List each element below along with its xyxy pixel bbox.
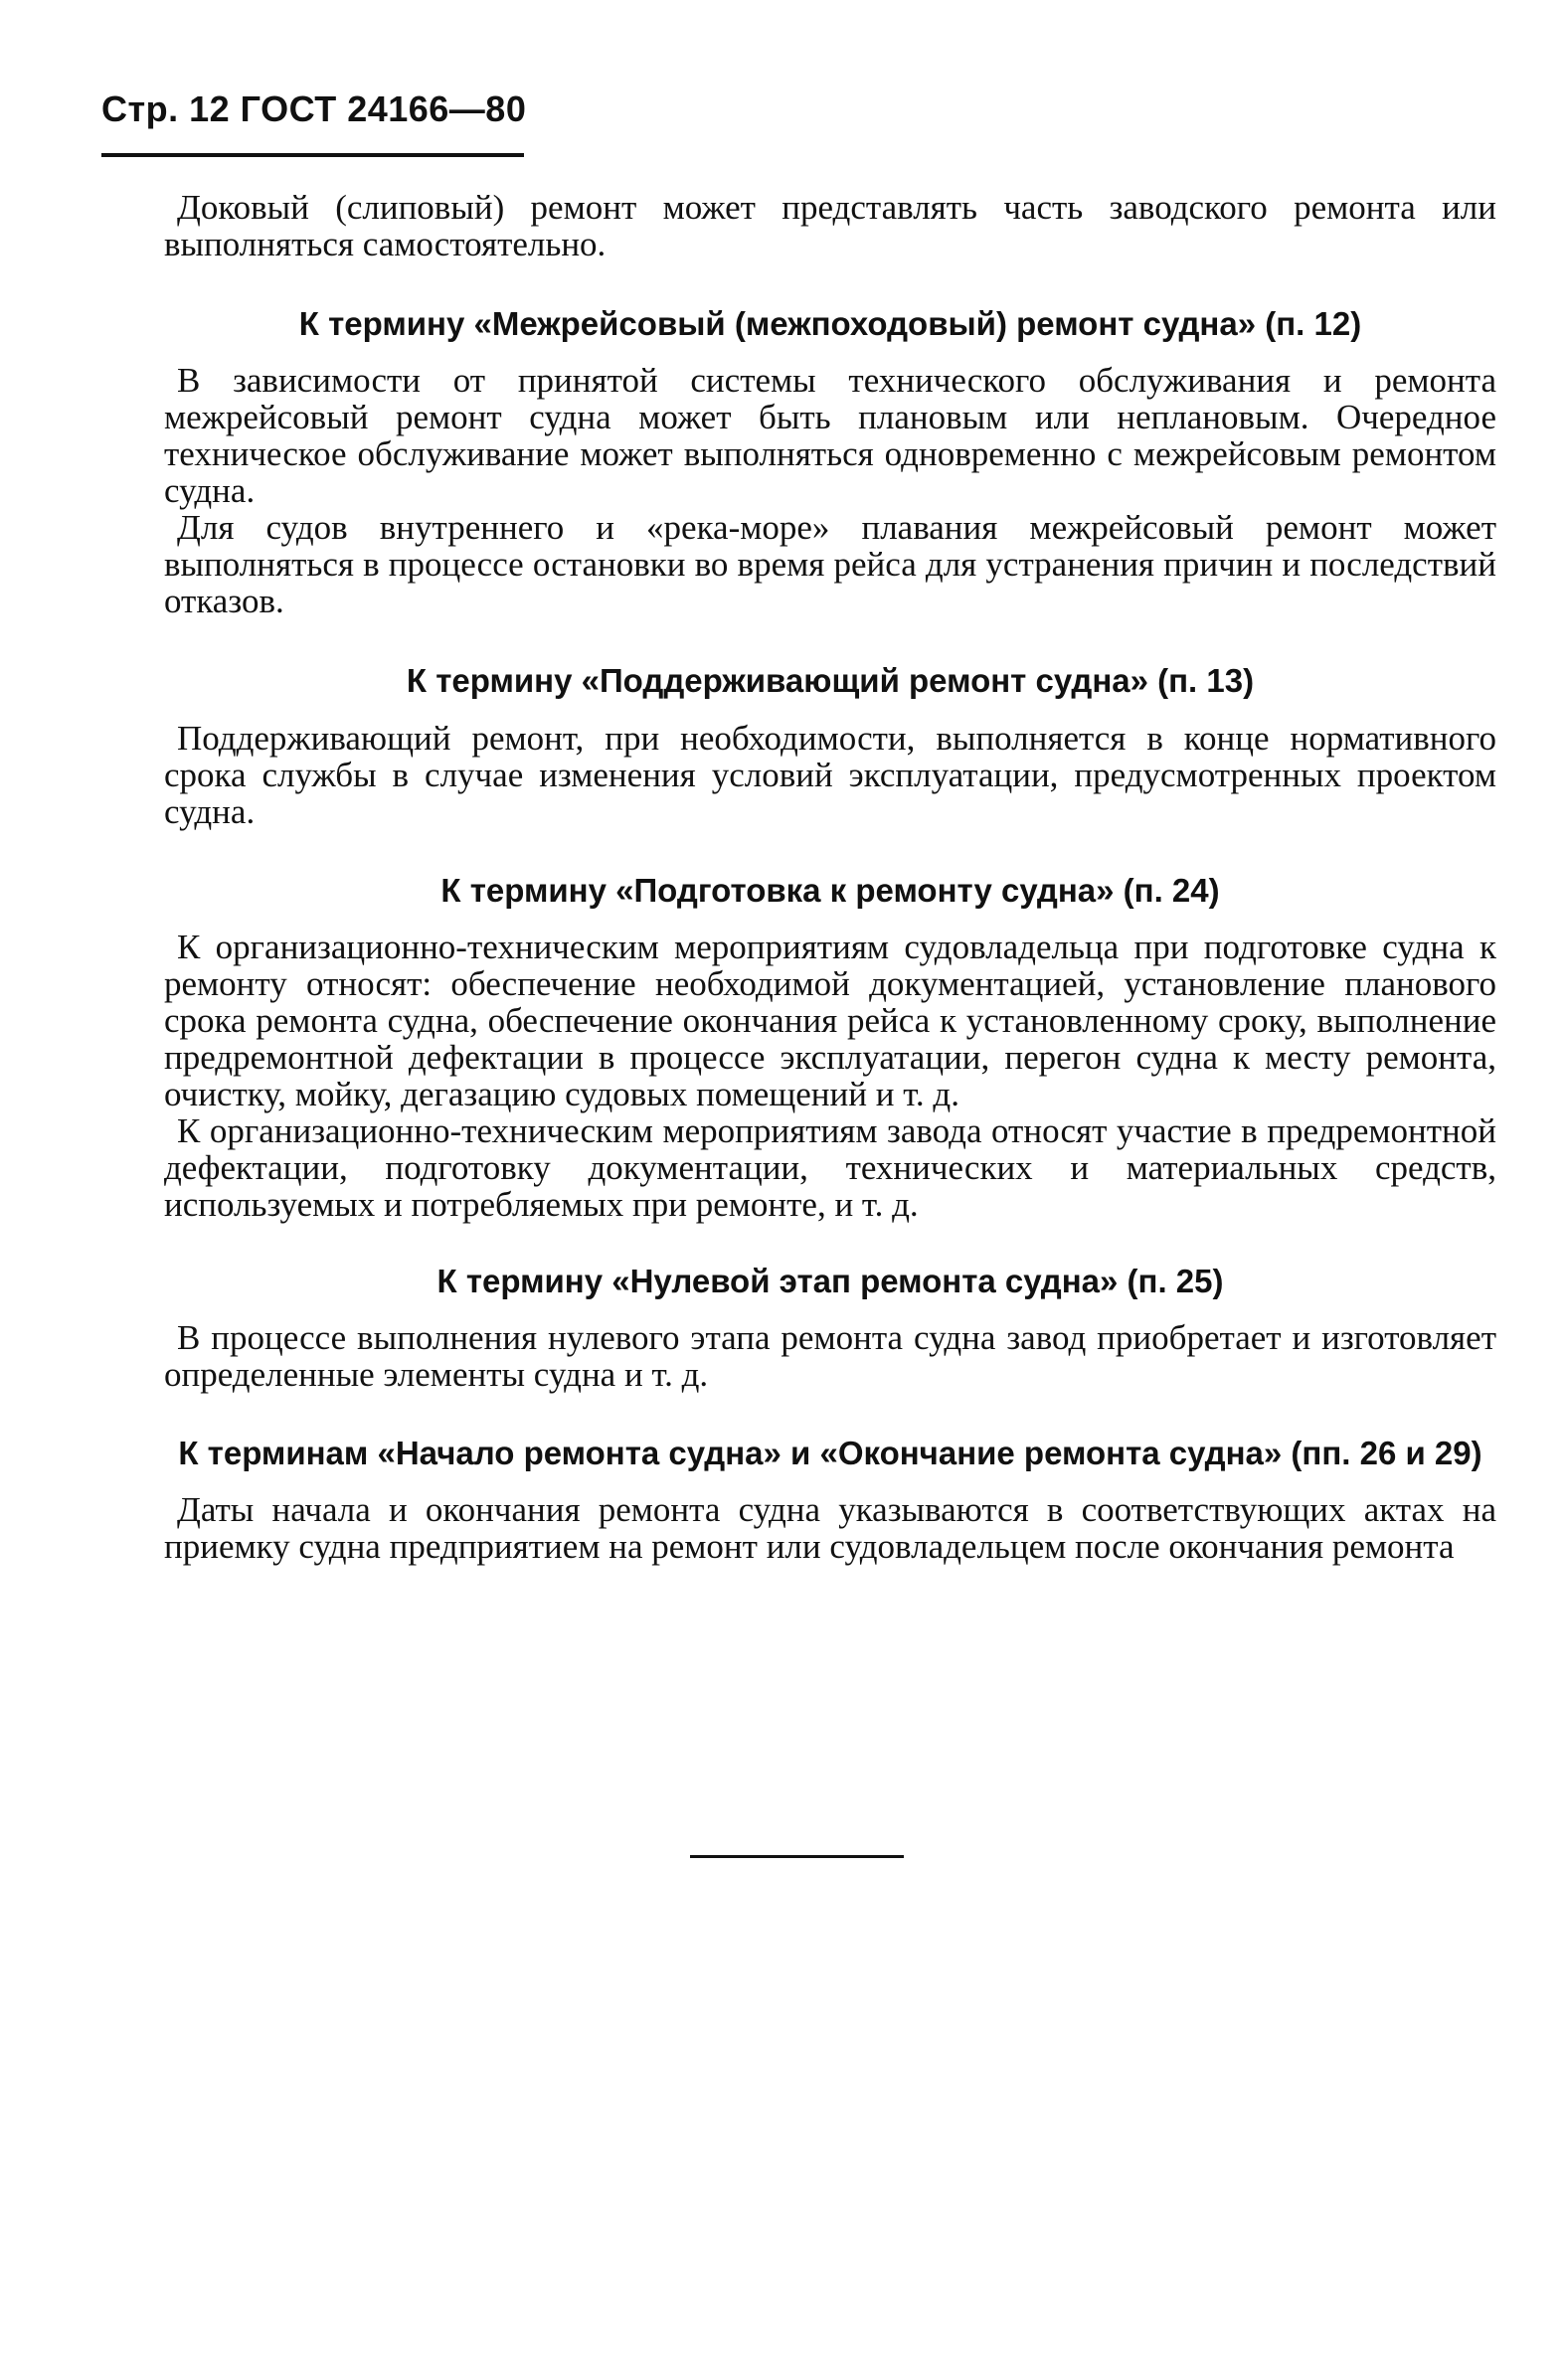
intro-paragraph: Доковый (слиповый) ремонт может представлять часть заводского ремонта или выполняться самостоятельно. <box>164 188 1496 263</box>
section-paragraph: В процессе выполнения нулевого этапа ремонта судна завод приобретает и изготовляет определенные элементы судна и т. д. <box>164 1318 1496 1394</box>
section-paragraph: В зависимости от принятой системы технического обслуживания и ремонта межрейсовый ремонт судна может быть плановым или неплановым. Очередное техническое обслуживание может выполняться одновременно с межрейсовым ремонтом судна. <box>164 361 1496 510</box>
section-heading: К термину «Межрейсовый (межпоходовый) ремонт судна» (п. 12) <box>298 305 1362 342</box>
section-heading: К термину «Нулевой этап ремонта судна» (п. 25) <box>436 1263 1224 1299</box>
section-heading: К термину «Поддерживающий ремонт судна» (п. 13) <box>406 662 1255 699</box>
section-paragraph: Поддерживающий ремонт, при необходимости, выполняется в конце нормативного срока службы в случае изменения условий эксплуатации, предусмотренных проектом судна. <box>164 719 1496 831</box>
page-number-and-standard: Стр. 12 ГОСТ 24166—80 <box>101 88 527 129</box>
end-of-text-rule <box>690 1855 904 1858</box>
header-rule <box>101 153 524 157</box>
section-paragraph: Для судов внутреннего и «река-море» плавания межрейсовый ремонт может выполняться в процессе остановки во время рейса для устранения причин и последствий отказов. <box>164 508 1496 620</box>
page-header <box>101 87 527 157</box>
section-heading: К терминам «Начало ремонта судна» и «Окончание ремонта судна» (пп. 26 и 29) <box>178 1435 1482 1471</box>
section-heading: К термину «Подготовка к ремонту судна» (п. 24) <box>440 872 1220 909</box>
section-paragraph: Даты начала и окончания ремонта судна указываются в соответствующих актах на приемку судна предприятием на ремонт или судовладельцем после окончания ремонта <box>164 1490 1496 1566</box>
section-paragraph: К организационно-техническим мероприятиям завода относят участие в предремонтной дефектации, подготовку документации, технических и материальных средств, используемых и потребляемых при ремонте, и т. д. <box>164 1111 1496 1224</box>
document-body <box>164 189 1496 1565</box>
section-paragraph: К организационно-техническим мероприятиям судовладельца при подготовке судна к ремонту относят: обеспечение необходимой документацией, установление планового срока ремонта судна, обеспечение окончания рейса к установленному сроку, выполнение предремонтной дефектации в процессе эксплуатации, перегон судна к месту ремонта, очистку, мойку, дегазацию судовых помещений и т. д. <box>164 928 1496 1113</box>
